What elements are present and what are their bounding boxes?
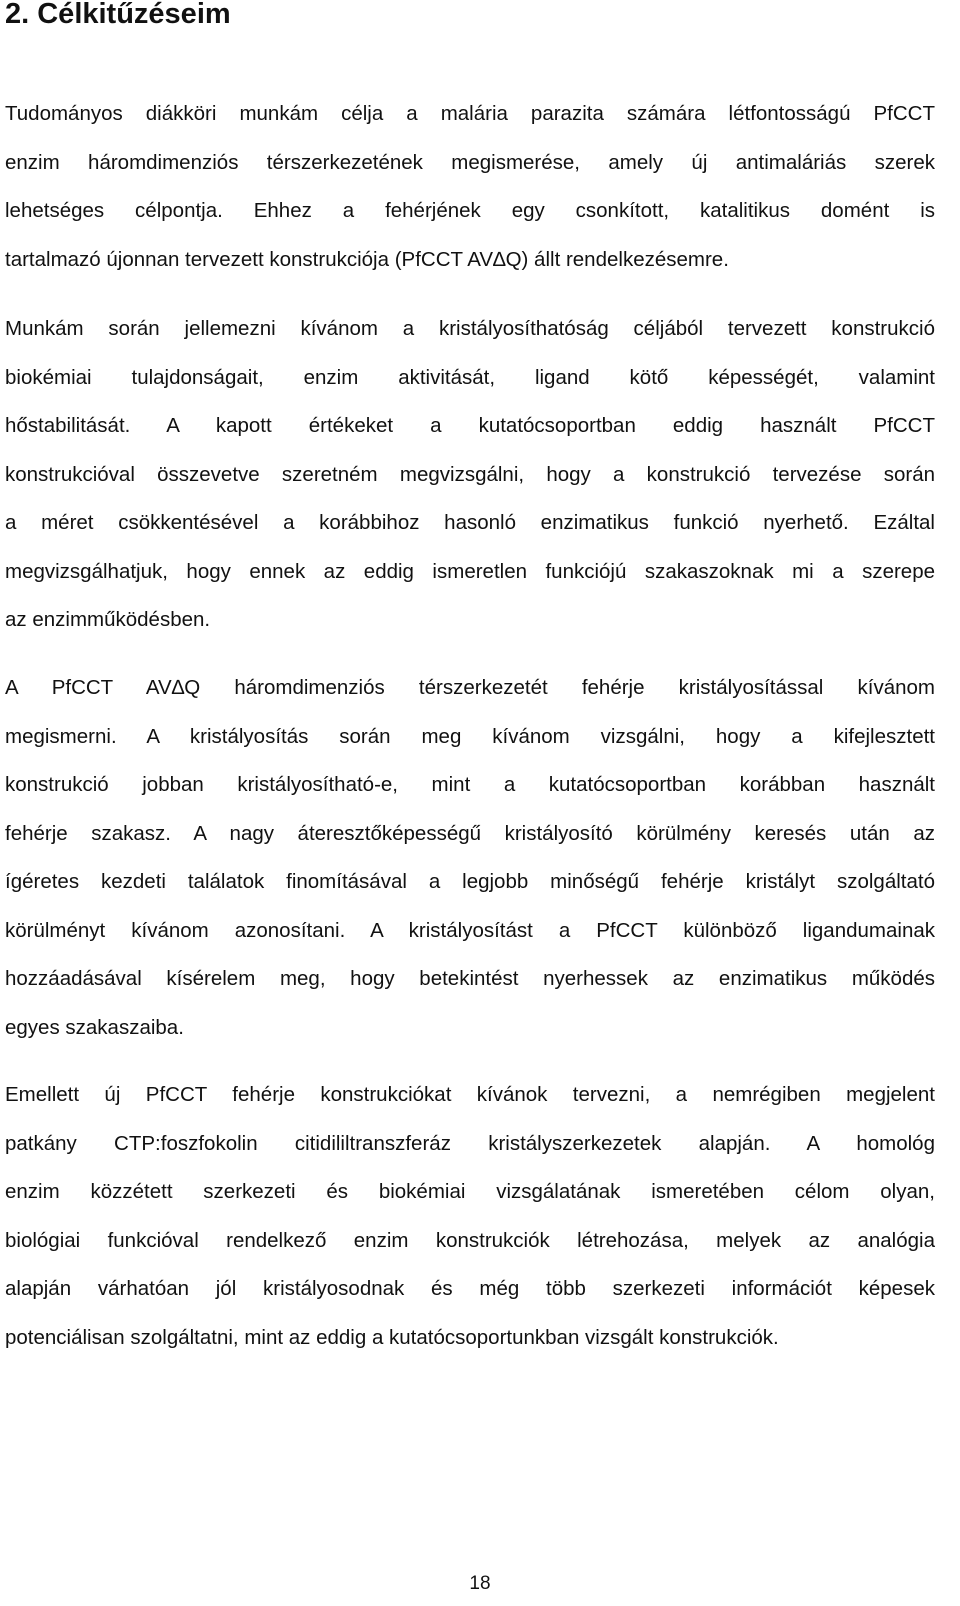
text-line: potenciálisan szolgáltatni, mint az eddig a kutatócsoportunkban vizsgált konstrukciók. — [5, 1325, 779, 1349]
text-line: egyes szakaszaiba. — [5, 1015, 184, 1039]
text-line: az enzimműködésben. — [5, 608, 211, 631]
section-heading: 2. Célkitűzéseim — [5, 0, 231, 30]
text-line: Tudományos diákköri munkám célja a malária parazita számára létfontosságú PfCCT — [5, 102, 935, 125]
text-line: fehérje szakasz. A nagy áteresztőképességű kristályosító körülmény keresés után az — [5, 821, 935, 845]
text-line: ígéretes kezdeti találatok finomításával a legjobb minőségű fehérje kristályt szolgáltató — [5, 870, 935, 893]
paragraph-characterization — [5, 305, 935, 645]
text-line: patkány CTP:foszfokolin citidililtranszferáz kristályszerkezetek alapján. A homológ — [5, 1131, 935, 1155]
text-line: körülményt kívánom azonosítani. A kristályosítást a PfCCT különböző ligandumainak — [5, 918, 935, 942]
paragraph-aims-intro — [5, 90, 935, 284]
text-line: biológiai funkcióval rendelkező enzim konstrukciók létrehozása, melyek az analógia — [5, 1228, 935, 1252]
text-line: tartalmazó újonnan tervezett konstrukciója (PfCCT AV∆Q) állt rendelkezésemre. — [5, 247, 729, 271]
text-line: enzim közzétett szerkezeti és biokémiai vizsgálatának ismeretében célom olyan, — [5, 1180, 935, 1203]
text-line: megismerni. A kristályosítás során meg kívánom vizsgálni, hogy a kifejlesztett — [5, 724, 935, 748]
text-line: megvizsgálhatjuk, hogy ennek az eddig ismeretlen funkciójú szakaszoknak mi a szerepe — [5, 559, 935, 583]
text-line: hozzáadásával kísérelem meg, hogy betekintést nyerhessek az enzimatikus működés — [5, 967, 935, 990]
text-line: enzim háromdimenziós térszerkezetének megismerése, amely új antimaláriás szerek — [5, 150, 935, 174]
text-line: Munkám során jellemezni kívánom a kristályosíthatóság céljából tervezett konstrukció — [5, 317, 935, 340]
text-line: A PfCCT AV∆Q háromdimenziós térszerkezetét fehérje kristályosítással kívánom — [5, 676, 935, 699]
paragraph-new-constructs — [5, 1071, 935, 1362]
text-line: alapján várhatóan jól kristályosodnak és még több szerkezeti információt képesek — [5, 1277, 935, 1300]
text-line: lehetséges célpontja. Ehhez a fehérjének egy csonkított, katalitikus domént is — [5, 199, 935, 222]
text-line: hőstabilitását. A kapott értékeket a kutatócsoportban eddig használt PfCCT — [5, 414, 935, 437]
text-line: konstrukció jobban kristályosítható-e, mint a kutatócsoportban korábban használt — [5, 773, 935, 796]
text-line: biokémiai tulajdonságait, enzim aktivitását, ligand kötő képességét, valamint — [5, 365, 935, 389]
text-line: a méret csökkentésével a korábbihoz hasonló enzimatikus funkció nyerhető. Ezáltal — [5, 511, 935, 534]
page-number: 18 — [469, 1573, 491, 1594]
text-line: Emellett új PfCCT fehérje konstrukciókat kívánok tervezni, a nemrégiben megjelent — [5, 1083, 935, 1106]
text-line: konstrukcióval összevetve szeretném megvizsgálni, hogy a konstrukció tervezése során — [5, 462, 935, 486]
paragraph-crystallization — [5, 664, 935, 1052]
